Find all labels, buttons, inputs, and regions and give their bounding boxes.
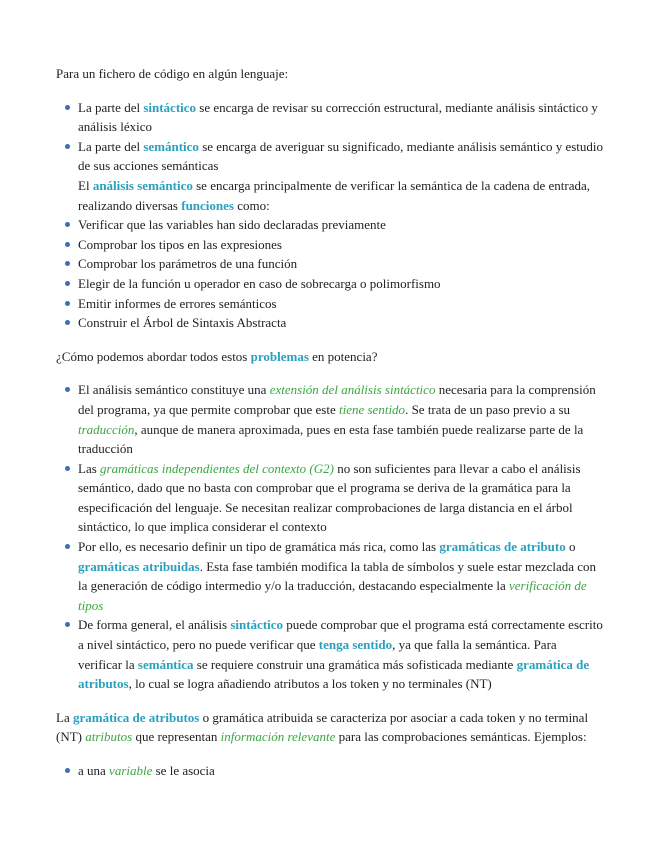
list-item (56, 313, 603, 333)
list-item (56, 137, 603, 176)
text-run: necesaria para la comprensión del programa, ya que permite comprobar que este (78, 382, 596, 417)
list-item (56, 254, 603, 274)
text-run: se encarga de averiguar su significado, mediante análisis semántico y estudio de sus acciones semánticas (78, 138, 604, 174)
text-run: se encarga de revisar su corrección estructural, mediante análisis sintáctico y análisis léxico (78, 99, 598, 135)
highlighted-term: sintáctico (143, 99, 197, 115)
text-run: o (565, 539, 576, 555)
italic-term: extensión del análisis sintáctico (269, 382, 436, 398)
text-run: El análisis semántico constituye una (78, 382, 270, 398)
list-item (56, 615, 603, 693)
semantic-analysis-list (56, 380, 603, 694)
highlighted-term: gramáticas atribuidas (78, 558, 200, 574)
italic-term: tiene sentido (338, 401, 406, 417)
highlighted-term: gramáticas de atributo (439, 539, 566, 555)
analysis-parts-list (56, 98, 603, 333)
examples-list (56, 761, 603, 781)
list-item (56, 380, 603, 458)
text-run: Comprobar los parámetros de una función (78, 256, 298, 272)
text-run: no son suficientes para llevar a cabo el análisis semántico, dado que no basta con comprobar que el programa se deriva de la gramática para la especificación del lenguaje. Se necesitan realizar comprobaciones de larga distancia en el árbol sintáctico, lo que implica considerar el contexto (78, 460, 581, 535)
text-run: puede comprobar que el programa está correctamente escrito a nivel sintáctico, pero no puede verificar que (78, 617, 603, 653)
highlighted-term: gramática de atributos (72, 709, 200, 725)
italic-term: variable (109, 763, 153, 778)
list-item (56, 274, 603, 294)
italic-term: traducción (78, 421, 135, 437)
highlighted-term: tenga sentido (318, 637, 393, 653)
highlighted-term: problemas (250, 348, 309, 364)
text-run: , ya que falla la semántica. Para verificar la (78, 637, 557, 672)
text-run: El (78, 177, 93, 193)
highlighted-term: semántico (143, 138, 199, 154)
text-run: , aunque de manera aproximada, pues en esta fase también puede realizarse parte de la traducción (78, 421, 584, 457)
text-run: Construir el Árbol de Sintaxis Abstracta (78, 315, 287, 331)
text-run: que representan (132, 729, 221, 745)
highlighted-term: gramática de atributos (78, 656, 590, 692)
text-run: Comprobar los tipos en las expresiones (78, 236, 282, 252)
highlighted-term: sintáctico (230, 617, 284, 633)
list-item (56, 98, 603, 137)
text-run: La parte del (78, 138, 144, 154)
text-run: La (56, 709, 73, 725)
list-item (56, 537, 603, 615)
list-item (56, 294, 603, 314)
text-run: ¿Cómo podemos abordar todos estos (56, 348, 251, 364)
text-run: Verificar que las variables han sido declaradas previamente (78, 217, 386, 233)
text-run: Para un fichero de código en algún lenguaje: (56, 66, 289, 81)
text-run: De forma general, el análisis (78, 617, 231, 633)
list-item (56, 761, 603, 781)
text-run: en potencia? (308, 348, 378, 364)
highlighted-term: semántica (137, 656, 194, 672)
list-item (56, 215, 603, 235)
italic-term: atributos (85, 729, 133, 745)
text-run: La parte del (78, 99, 144, 115)
highlighted-term: funciones (181, 197, 234, 213)
text-run: . Se trata de un paso previo a su (405, 401, 571, 417)
list-item (56, 176, 603, 215)
italic-term: verificación de tipos (78, 578, 587, 613)
conclusion-paragraph (56, 708, 603, 747)
text-run: para las comprobaciones semánticas. Ejemplos: (335, 729, 587, 745)
text-run: , lo cual se logra añadiendo atributos a los token y no terminales (NT) (128, 676, 492, 692)
question-paragraph (56, 347, 603, 367)
highlighted-term: análisis semántico (92, 177, 193, 193)
text-run: . Esta fase también modifica la tabla de símbolos y suele estar mezclada con la generación de código intermedio y/o la traducción, destacando especialmente la (78, 558, 597, 594)
list-item (56, 459, 603, 537)
text-run: Por ello, es necesario definir un tipo de gramática más rica, como las (78, 539, 440, 555)
text-run: o gramática atribuida se caracteriza por asociar a cada token y no terminal (NT) (56, 709, 589, 745)
text-run: se encarga principalmente de verificar la semántica de la cadena de entrada, realizando diversas (78, 177, 590, 213)
list-item (56, 235, 603, 255)
text-run: se requiere construir una gramática más sofisticada mediante (193, 656, 517, 672)
text-run: como: (233, 197, 270, 213)
text-run: Elegir de la función u operador en caso de sobrecarga o polimorfismo (78, 275, 441, 291)
text-run: a una (78, 763, 110, 778)
text-run: Las (78, 460, 101, 476)
italic-term: información relevante (220, 729, 336, 745)
intro-paragraph (56, 64, 603, 84)
text-run: Emitir informes de errores semánticos (78, 295, 277, 311)
italic-term: gramáticas independientes del contexto (G2) (100, 460, 334, 476)
text-run: se le asocia (152, 763, 215, 778)
